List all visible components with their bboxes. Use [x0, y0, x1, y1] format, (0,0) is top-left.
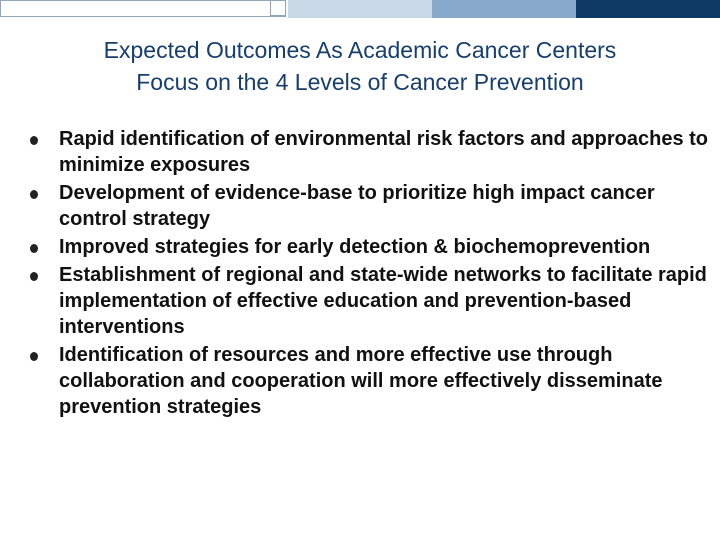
- bullet-item: [30, 126, 710, 178]
- bullet-item: [30, 234, 710, 260]
- top-decorative-bar: [0, 0, 720, 18]
- bar-tick-box: [270, 0, 286, 16]
- bullet-dot-icon: [30, 272, 38, 281]
- bullet-dot-icon: [30, 352, 38, 361]
- bullet-text: Improved strategies for early detection & biochemoprevention: [59, 236, 651, 258]
- bullet-text: Development of evidence-base to prioritize high impact cancer control strategy: [59, 182, 655, 230]
- bullet-text: Identification of resources and more effective use through collaboration and cooperation will more effectively disseminate prevention strategies: [59, 344, 663, 418]
- bullet-dot-icon: [30, 190, 38, 199]
- bullet-item: [30, 262, 710, 340]
- bullet-item: [30, 180, 710, 232]
- title-line-2: Focus on the 4 Levels of Cancer Prevention: [136, 69, 584, 95]
- bullet-dot-icon: [30, 244, 38, 253]
- bullet-text: Rapid identification of environmental risk factors and approaches to minimize exposures: [59, 128, 709, 176]
- bar-segment-mid: [432, 0, 576, 18]
- slide-title: [0, 34, 720, 98]
- bar-segment-dark: [576, 0, 720, 18]
- bullet-dot-icon: [30, 136, 38, 145]
- bar-segment-outline: [0, 0, 286, 17]
- bullet-text: Establishment of regional and state-wide networks to facilitate rapid implementation of effective education and prevention-based interventions: [59, 264, 707, 338]
- bar-segment-light: [288, 0, 432, 18]
- bullet-list: [30, 126, 710, 422]
- bullet-item: [30, 342, 710, 420]
- title-line-1: Expected Outcomes As Academic Cancer Centers: [103, 37, 617, 63]
